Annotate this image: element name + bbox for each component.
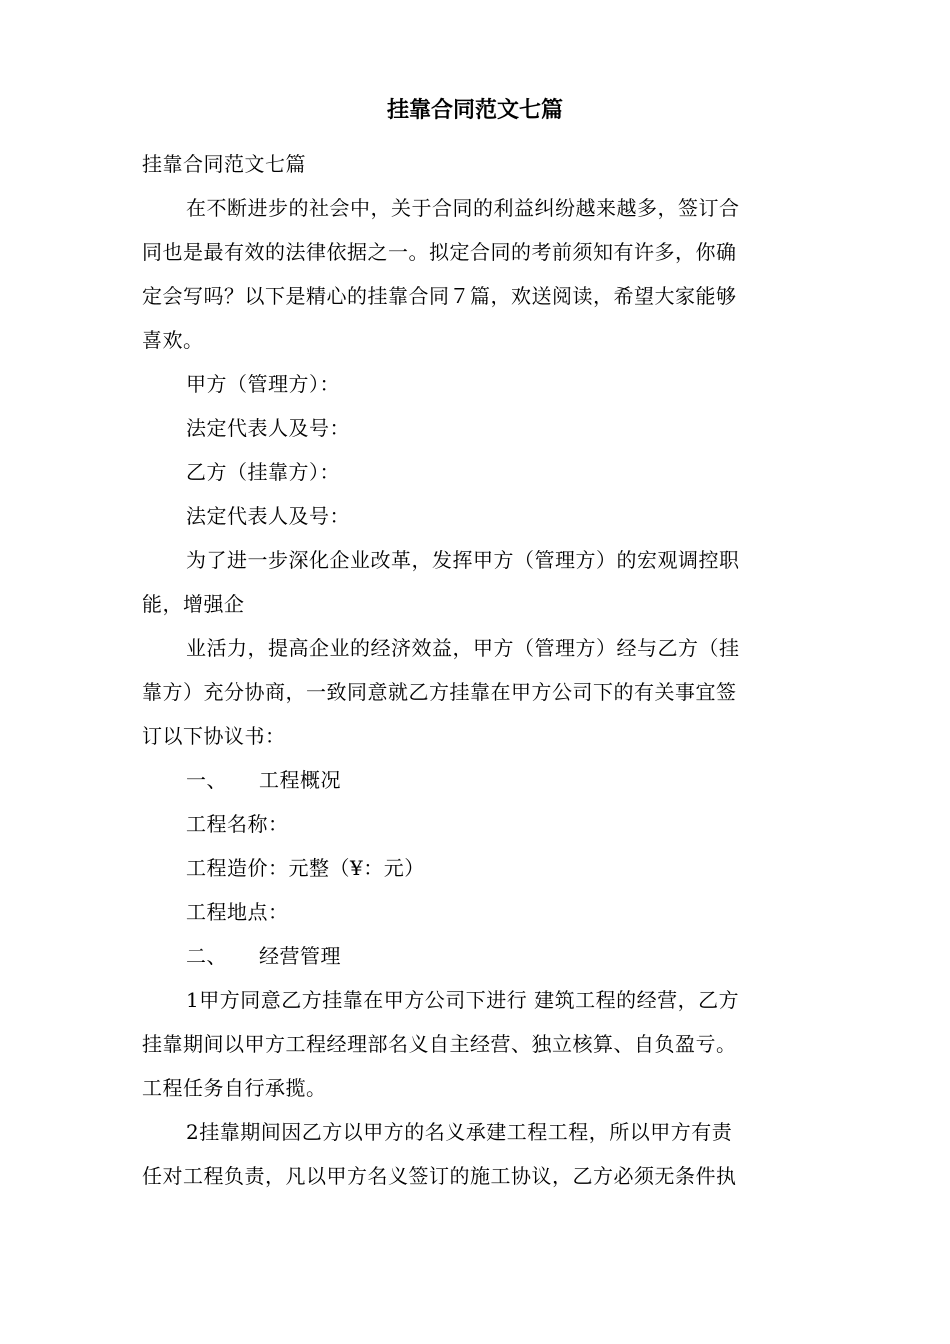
paragraph-line: 订以下协议书： [142, 724, 286, 748]
document-subtitle: 挂靠合同范文七篇 [142, 152, 306, 176]
party-a-representative-label: 法定代表人及号： [186, 416, 350, 440]
party-b-label: 乙方（挂靠方）： [186, 460, 340, 484]
project-name-label: 工程名称： [186, 812, 289, 836]
section-heading-project-overview [142, 758, 806, 802]
project-cost-label: 工程造价：元整（¥：元） [186, 856, 425, 880]
section-title: 经营管理 [259, 944, 341, 968]
section-number: 一、 [186, 768, 227, 792]
document-body [142, 142, 806, 1198]
paragraph-line: 定会写吗？以下是精心的挂靠合同７篇，欢送阅读，希望大家能够 [142, 284, 737, 308]
paragraph-line: 挂靠期间以甲方工程经理部名义自主经营、独立核算、自负盈亏。 [142, 1032, 737, 1056]
party-b-representative-label: 法定代表人及号： [186, 504, 350, 528]
paragraph-line: 2挂靠期间因乙方以甲方的名义承建工程工程，所以甲方有责 [186, 1120, 733, 1144]
paragraph-line: 业活力，提高企业的经济效益，甲方（管理方）经与乙方（挂 [186, 636, 740, 660]
section-title: 工程概况 [259, 768, 341, 792]
paragraph-line: 为了进一步深化企业改革，发挥甲方（管理方）的宏观调控职 [186, 548, 740, 572]
paragraph-line: 靠方）充分协商，一致同意就乙方挂靠在甲方公司下的有关事宜签 [142, 680, 737, 704]
paragraph-line: 1甲方同意乙方挂靠在甲方公司下进行 建筑工程的经营，乙方 [186, 988, 740, 1012]
document-title: 挂靠合同范文七篇 [386, 97, 563, 123]
paragraph-line: 同也是最有效的法律依据之一。拟定合同的考前须知有许多，你确 [142, 240, 737, 264]
paragraph-line: 能，增强企 [142, 592, 245, 616]
paragraph-line: 任对工程负责，凡以甲方名义签订的施工协议，乙方必须无条件执 [142, 1164, 737, 1188]
party-a-label: 甲方（管理方）： [186, 372, 340, 396]
project-location-label: 工程地点： [186, 900, 289, 924]
section-number: 二、 [186, 944, 227, 968]
section-heading-business-management [142, 934, 806, 978]
paragraph-line: 在不断进步的社会中，关于合同的利益纠纷越来越多，签订合 [186, 196, 740, 220]
paragraph-line: 喜欢。 [142, 328, 204, 352]
paragraph-line: 工程任务自行承揽。 [142, 1076, 327, 1100]
